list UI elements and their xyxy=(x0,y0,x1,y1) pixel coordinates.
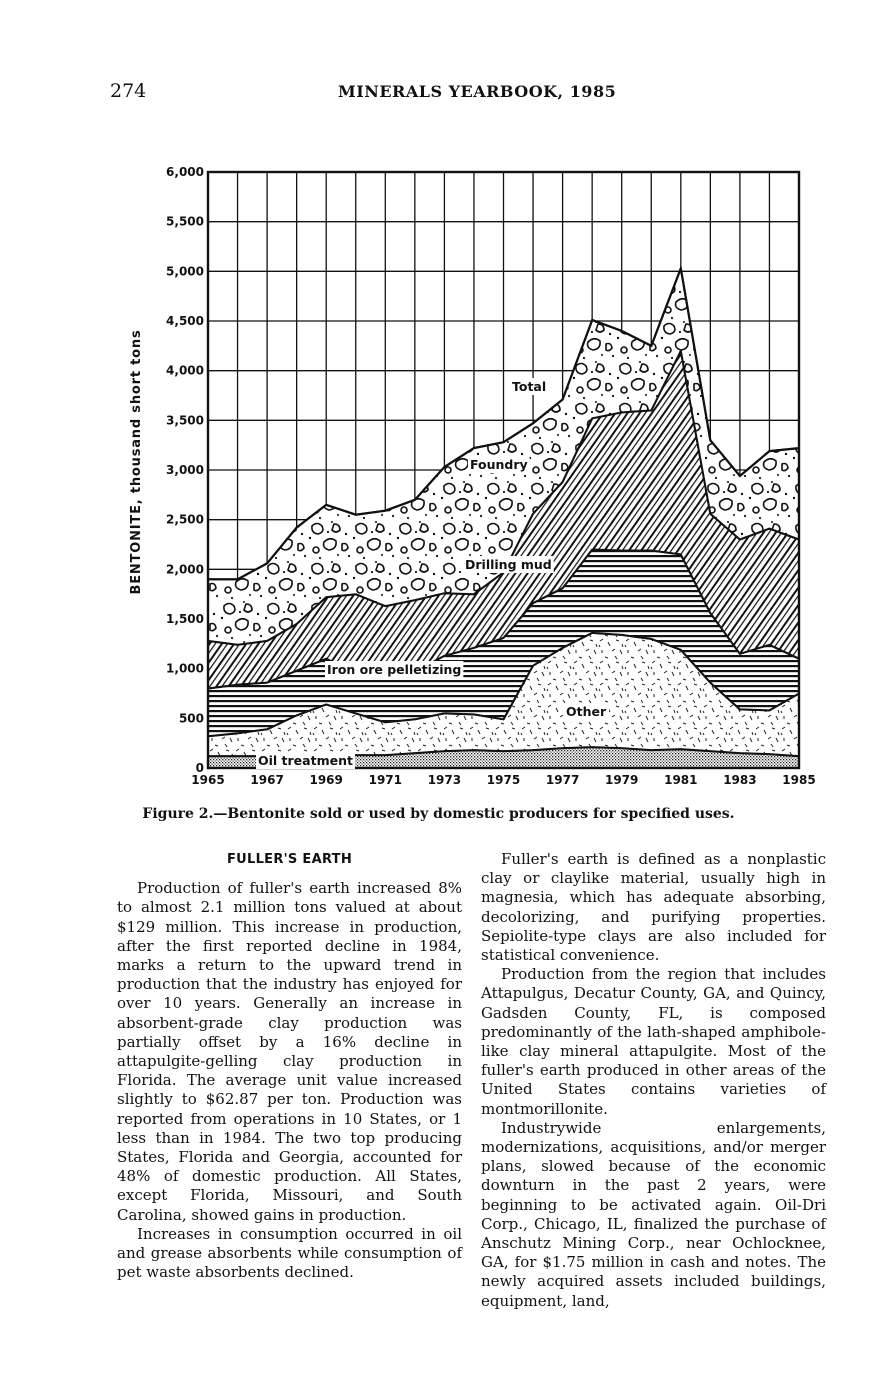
y-tick-label: 1,000 xyxy=(166,661,204,676)
y-tick-label: 0 xyxy=(195,761,204,775)
paragraph: Increases in consumption occurred in oil and grease absorbents while consumption of pet waste absorbents declined. xyxy=(117,1224,462,1282)
annotation-oil-treatment xyxy=(256,752,355,769)
section-heading: FULLER'S EARTH xyxy=(226,852,353,867)
y-axis-label: BENTONITE, thousand short tons xyxy=(129,329,144,595)
annotation-text: Drilling mud xyxy=(465,557,552,572)
paragraph: Production of fuller's earth increased 8% to almost 2.1 million tons valued at about $129 million. This increase in production, after the first reported decline in 1984, marks a return to the upward trend in production that the industry has enjoyed for over 10 years. Generally an increase in absorbent-grade clay production was partially offset by a 16% decline in attapulgite-gelling clay production in Florida. The average unit value increased slightly to $62.87 per ton. Production was reported from operations in 10 States, or 1 less than in 1984. The two top producing States, Florida and Georgia, accounted for 48% of domestic production. All States, except Florida, Missouri, and South Carolina, showed gains in production. xyxy=(117,879,462,1224)
y-tick-label: 3,000 xyxy=(166,463,204,477)
x-tick-label: 1979 xyxy=(604,773,639,787)
y-tick-label: 2,000 xyxy=(166,562,204,577)
annotation-text: Oil treatment xyxy=(258,753,353,768)
right-column xyxy=(481,850,826,1311)
y-tick-label: 4,000 xyxy=(166,363,204,378)
y-tick-label: 1,500 xyxy=(166,612,204,626)
x-tick-label: 1977 xyxy=(545,773,580,787)
paragraph: Industrywide enlargements, modernizations, acquisitions, and/or merger plans, slowed because of the economic downturn in the past 2 years, were beginning to be activated again. Oil-Dri Corp., Chicago, IL, finalized the purchase of Anschutz Mining Corp., near Ochlocknee, GA, for $1.75 million in cash and notes. The newly acquired assets included buildings, equipment, land, xyxy=(481,1118,826,1310)
running-title: MINERALS YEARBOOK, 1985 xyxy=(338,82,617,101)
left-column xyxy=(117,850,462,1282)
paragraph: Production from the region that includes Attapulgus, Decatur County, GA, and Quincy, Gadsden County, FL, is composed predominantly of the lath-shaped amphibole-like clay mineral attapulgite. Most of the fuller's earth produced in other areas of the United States contains varieties of montmorillonite. xyxy=(481,965,826,1118)
x-tick-label: 1975 xyxy=(486,773,521,787)
y-tick-labels xyxy=(166,165,204,775)
paragraph: Fuller's earth is defined as a nonplastic clay or claylike material, usually high in magnesia, which has adequate absorbing, decolorizing, and purifying properties. Sepiolite-type clays are also included for statistical convenience. xyxy=(481,850,826,965)
x-tick-label: 1985 xyxy=(782,773,816,787)
x-tick-label: 1969 xyxy=(309,773,343,787)
annotation-drilling-mud xyxy=(463,556,554,573)
page-number: 274 xyxy=(110,80,147,102)
y-tick-label: 500 xyxy=(178,711,204,726)
annotation-other xyxy=(564,703,609,720)
y-tick-label: 2,500 xyxy=(166,512,204,527)
x-tick-label: 1967 xyxy=(250,773,284,787)
y-tick-label: 3,500 xyxy=(166,413,204,428)
figure-caption: Figure 2.—Bentonite sold or used by domestic producers for specified uses. xyxy=(142,806,735,822)
annotation-total xyxy=(510,378,548,395)
y-tick-label: 5,500 xyxy=(166,214,204,229)
y-tick-label: 4,500 xyxy=(166,314,204,328)
x-tick-label: 1981 xyxy=(664,773,698,787)
x-tick-label: 1973 xyxy=(427,773,462,787)
x-tick-label: 1971 xyxy=(368,773,403,787)
annotation-text: Other xyxy=(566,704,607,719)
y-tick-label: 5,000 xyxy=(166,264,204,279)
annotation-foundry xyxy=(468,456,530,473)
annotation-text: Total xyxy=(512,379,547,394)
annotation-text: Foundry xyxy=(470,457,528,472)
x-tick-label: 1965 xyxy=(191,773,225,787)
x-tick-label: 1983 xyxy=(723,773,757,787)
annotation-iron-ore-pelletizing xyxy=(325,661,463,678)
y-tick-label: 6,000 xyxy=(166,165,204,179)
x-tick-labels xyxy=(191,773,815,787)
annotation-text: Iron ore pelletizing xyxy=(327,662,462,677)
